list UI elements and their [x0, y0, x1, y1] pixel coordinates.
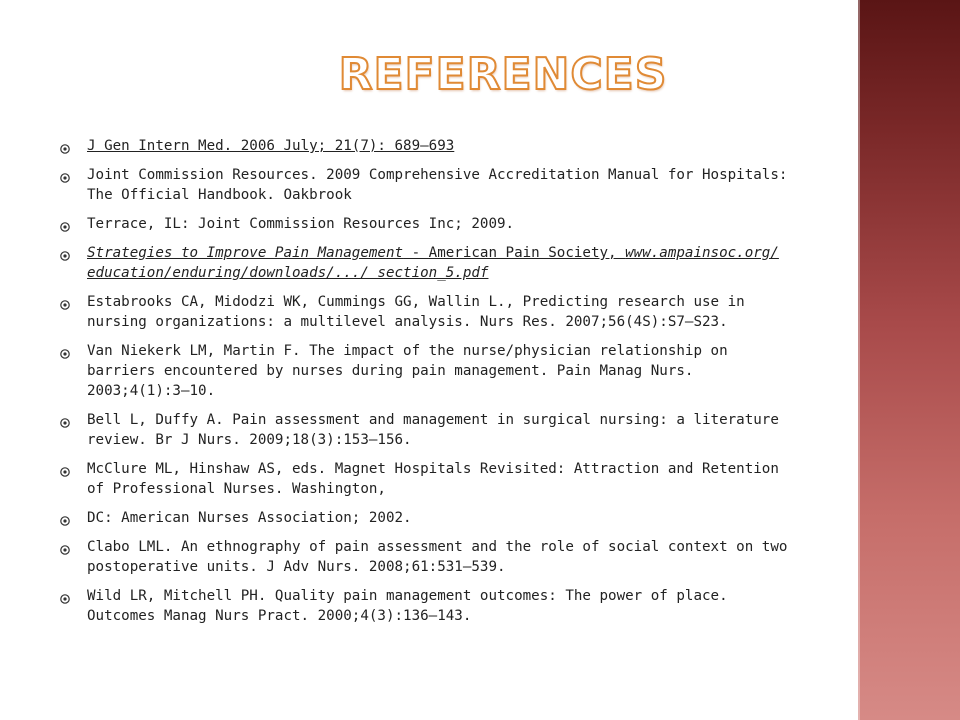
- target-bullet-icon: [60, 590, 70, 600]
- reference-item: [60, 136, 795, 156]
- reference-link-text[interactable]: www.ampainsoc.org/ education/enduring/downloads/.../ section_5.pdf: [87, 245, 779, 281]
- target-bullet-icon: [60, 541, 70, 551]
- target-bullet-icon: [60, 296, 70, 306]
- reference-item: [60, 214, 795, 234]
- reference-item: [60, 586, 795, 626]
- reference-item: [60, 410, 795, 450]
- reference-link-text[interactable]: Strategies to Improve Pain Management: [87, 245, 404, 261]
- target-bullet-icon: [60, 218, 70, 228]
- target-bullet-icon: [60, 247, 70, 257]
- reference-text: Terrace, IL: Joint Commission Resources Inc; 2009.: [87, 216, 515, 232]
- reference-text: Bell L, Duffy A. Pain assessment and management in surgical nursing: a literature review. Br J Nurs. 2009;18(3):153–156.: [87, 412, 779, 448]
- target-bullet-icon: [60, 140, 70, 150]
- reference-text: Estabrooks CA, Midodzi WK, Cummings GG, Wallin L., Predicting research use in nursing organizations: a multilevel analysis. Nurs Res. 2007;56(4S):S7–S23.: [87, 294, 745, 330]
- reference-item: [60, 341, 795, 401]
- reference-text: Van Niekerk LM, Martin F. The impact of the nurse/physician relationship on barriers encountered by nurses during pain management. Pain Manag Nurs. 2003;4(1):3–10.: [87, 343, 728, 399]
- reference-item: [60, 165, 795, 205]
- target-bullet-icon: [60, 414, 70, 424]
- reference-text: Wild LR, Mitchell PH. Quality pain management outcomes: The power of place. Outcomes Manag Nurs Pract. 2000;4(3):136–143.: [87, 588, 728, 624]
- reference-text: Joint Commission Resources. 2009 Comprehensive Accreditation Manual for Hospitals: The Official Handbook. Oakbrook: [87, 167, 788, 203]
- slide-title: [0, 47, 858, 103]
- target-bullet-icon: [60, 345, 70, 355]
- reference-text: McClure ML, Hinshaw AS, eds. Magnet Hospitals Revisited: Attraction and Retention of Professional Nurses. Washington,: [87, 461, 779, 497]
- reference-text: DC: American Nurses Association; 2002.: [87, 510, 412, 526]
- reference-item: [60, 459, 795, 499]
- reference-item: [60, 537, 795, 577]
- reference-item: [60, 243, 795, 283]
- side-decor-panel: [858, 0, 960, 720]
- reference-item: [60, 508, 795, 528]
- reference-text: Clabo LML. An ethnography of pain assessment and the role of social context on two postoperative units. J Adv Nurs. 2008;61:531–539.: [87, 539, 788, 575]
- target-bullet-icon: [60, 169, 70, 179]
- reference-link-text[interactable]: - American Pain Society,: [403, 245, 626, 261]
- reference-link-text[interactable]: J Gen Intern Med. 2006 July; 21(7): 689–693: [87, 138, 455, 154]
- reference-item: [60, 292, 795, 332]
- slide-title-text: REFERENCES: [338, 49, 668, 100]
- references-list: [60, 136, 795, 635]
- target-bullet-icon: [60, 512, 70, 522]
- target-bullet-icon: [60, 463, 70, 473]
